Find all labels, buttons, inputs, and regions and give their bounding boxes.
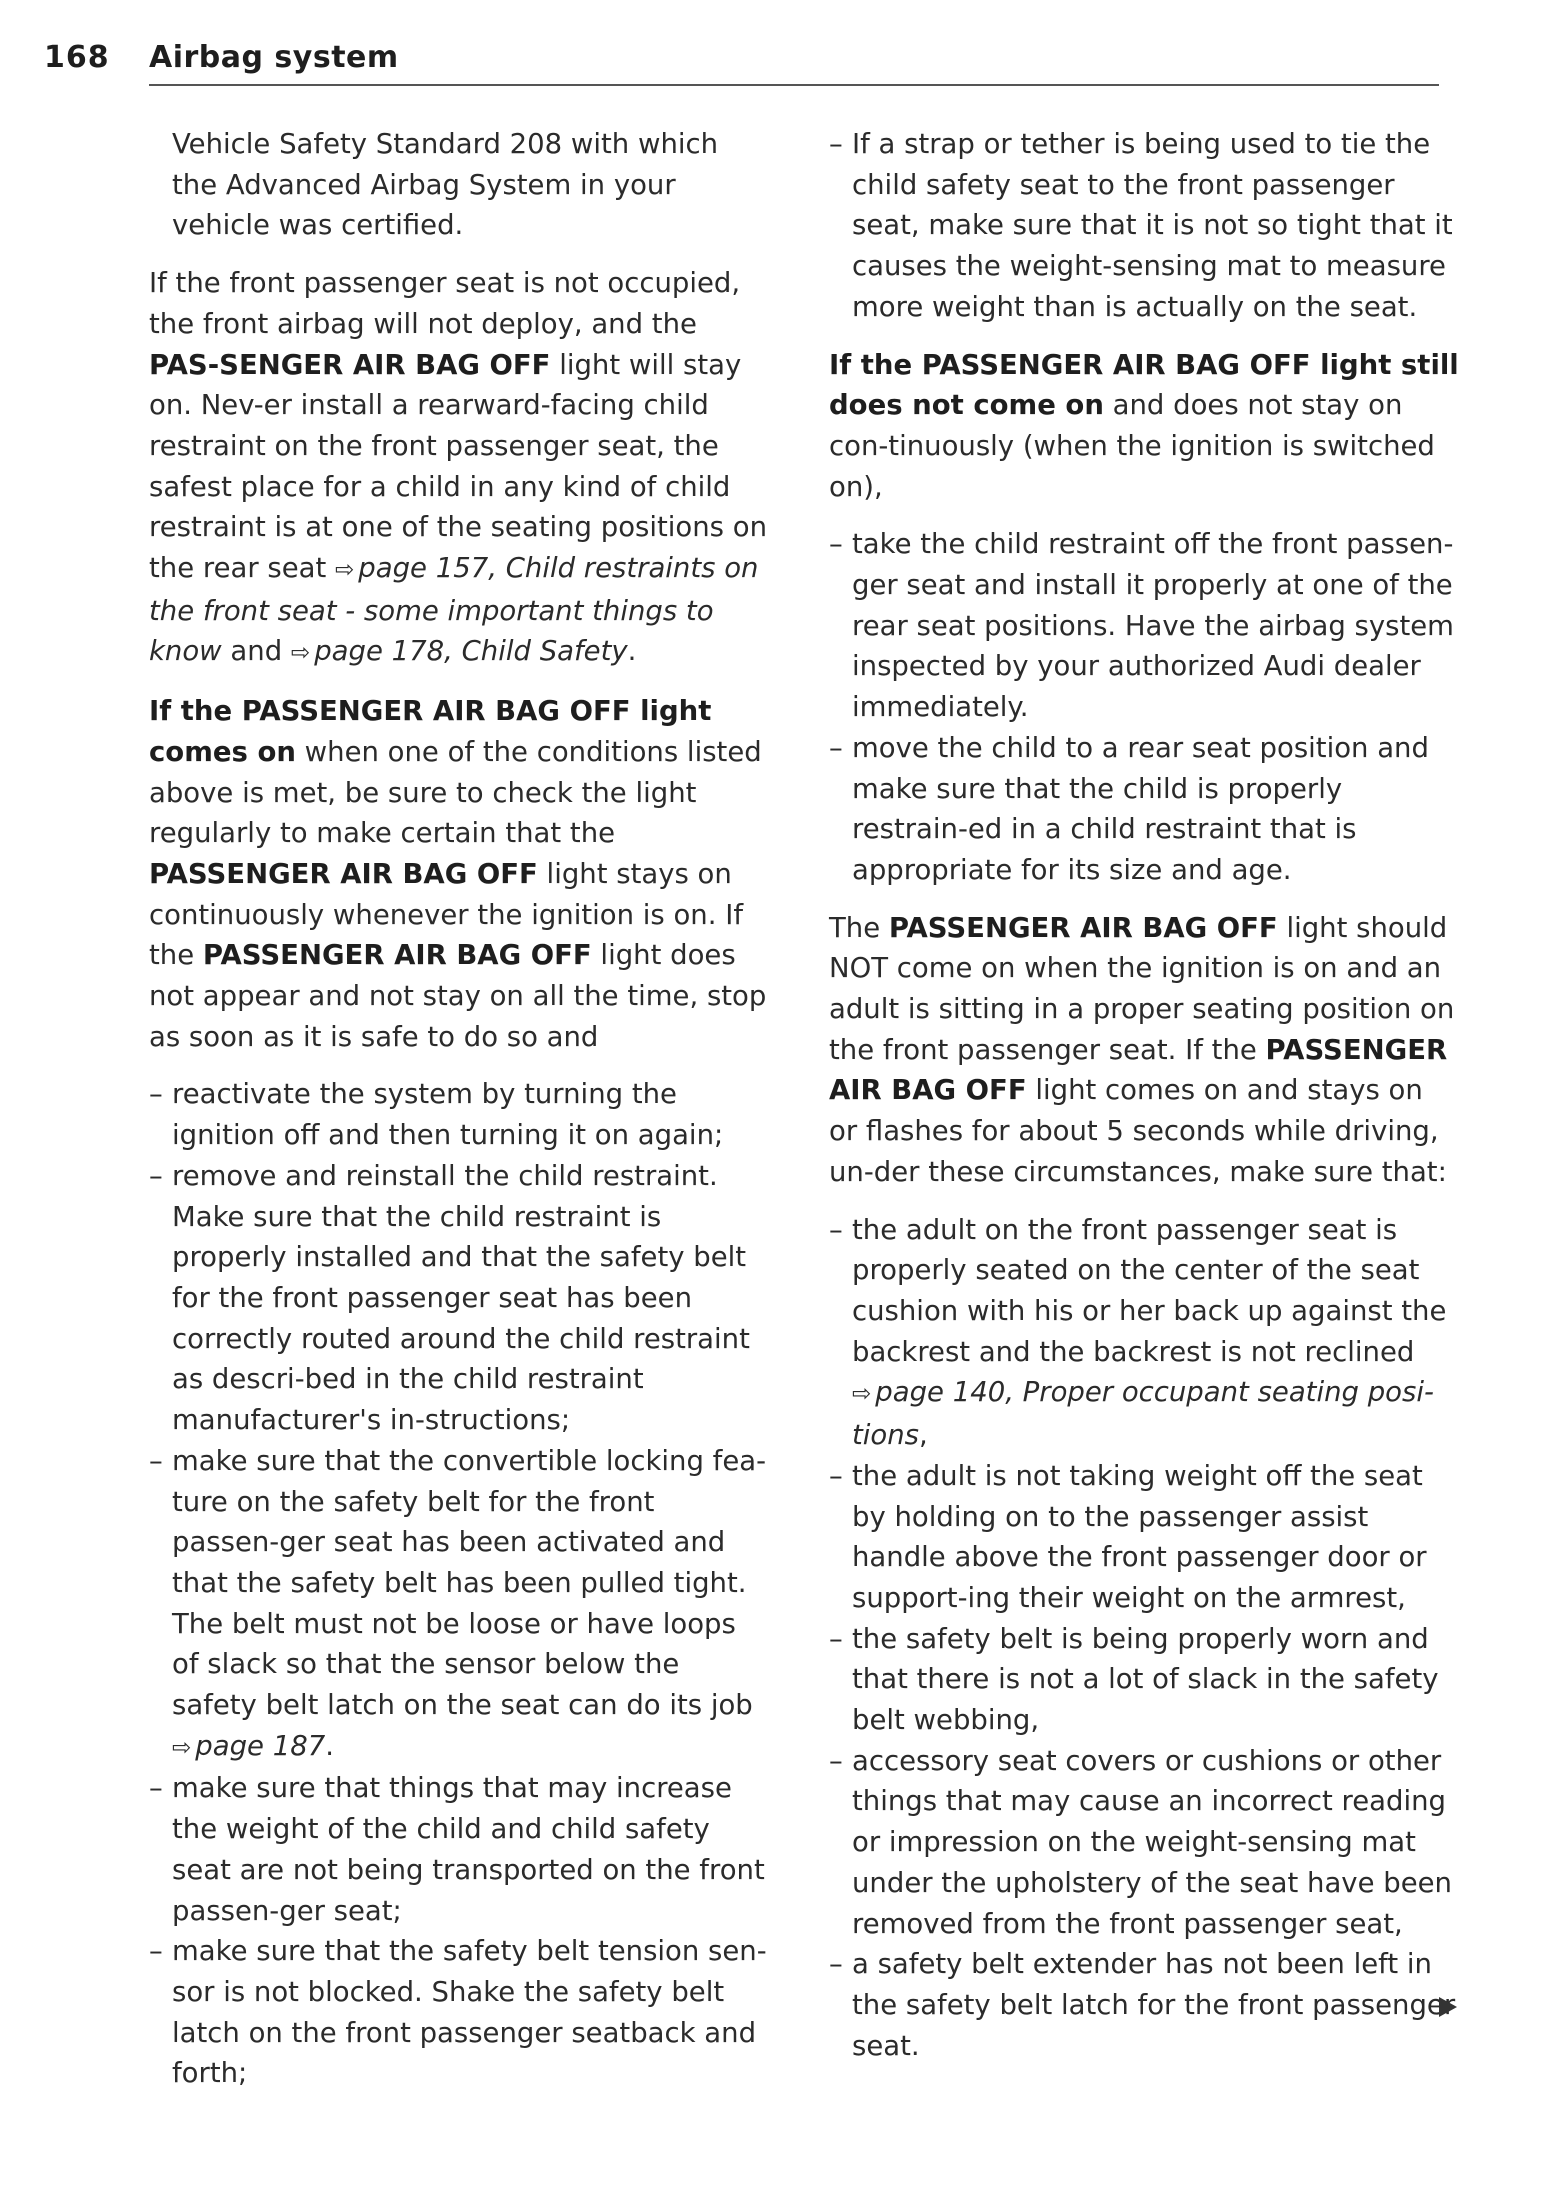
action-list — [829, 524, 1459, 890]
header-rule — [149, 84, 1439, 86]
list-item: – reactivate the system by turning the ignition off and then turning it on again; — [149, 1074, 769, 1155]
section-title: Airbag system — [149, 40, 399, 75]
paragraph-light-comes-on: If the PASSENGER AIR BAG OFF light comes on when one of the conditions listed above is met, be sure to check the light regularly to make certain that the PASSENGER AIR BAG OFF light stays on continuously whenever the ignition is on. If the PASSENGER AIR BAG OFF light does not appear and not stay on all the time, stop as soon as it is safe to do so and — [149, 695, 767, 1053]
list-item: – remove and reinstall the child restraint. Make sure that the child restraint is properly installed and that the safety belt for the front passenger seat has been correctly routed around the child restraint as descri-bed in the child restraint manufacturer's in-structions; — [149, 1156, 769, 1441]
page-number: 168 — [44, 40, 110, 75]
list-item: – If a strap or tether is being used to tie the child safety seat to the front passenger seat, make sure that it is not so tight that it causes the weight-sensing mat to measure more weight than is actually on the seat. — [829, 124, 1459, 328]
page-header — [44, 40, 1439, 86]
list-item: – accessory seat covers or cushions or other things that may cause an incorrect reading or impression on the weight-sensing mat under the upholstery of the seat have been removed from the front passenger seat, — [829, 1741, 1459, 1945]
paragraph-light-still-off: If the PASSENGER AIR BAG OFF light still does not come on and does not stay on con-tinuously (when the ignition is switched on), — [829, 348, 1459, 503]
paragraph-standard: Vehicle Safety Standard 208 with which the Advanced Airbag System in your vehicle was certified. — [172, 128, 719, 242]
cross-reference-link[interactable]: page 157, Child restraints on the front seat - some important things to know — [149, 552, 759, 668]
cross-reference-link[interactable]: page 178, Child Safety — [314, 635, 628, 668]
right-column — [829, 124, 1459, 2083]
arrow-link-icon: ⇨ — [290, 640, 311, 667]
list-item: – a safety belt extender has not been left in the safety belt latch for the front passenger seat. — [829, 1944, 1459, 2066]
action-list — [829, 124, 1459, 328]
list-item: – the adult on the front passenger seat is properly seated on the center of the seat cushion with his or her back up against the backrest and the backrest is not reclined ⇨ page 140, Proper occupant seating posi-tions, — [829, 1210, 1459, 1456]
list-item: – move the child to a rear seat position and make sure that the child is properly restrain-ed in a child restraint that is appropriate for its size and age. — [829, 728, 1459, 891]
cross-reference-link[interactable]: page 140, Proper occupant seating posi-tions — [852, 1376, 1434, 1452]
cross-reference-link[interactable]: page 187 — [195, 1729, 326, 1762]
list-item: – make sure that the safety belt tension sen-sor is not blocked. Shake the safety belt latch on the front passenger seatback and forth; — [149, 1931, 769, 2094]
action-list — [149, 1074, 769, 2094]
list-item: – take the child restraint off the front passen-ger seat and install it properly at one of the rear seat positions. Have the airbag system inspected by your authorized Audi dealer immediately. — [829, 524, 1459, 728]
arrow-link-icon: ⇨ — [335, 557, 355, 584]
continue-triangle-right-icon — [1439, 1997, 1457, 2017]
paragraph-adult-occupant: The PASSENGER AIR BAG OFF light should NOT come on when the ignition is on and an adult is sitting in a proper seating position on the front passenger seat. If the PASSENGER AIR BAG OFF light comes on and stays on or flashes for about 5 seconds while driving, un-der these circumstances, make sure that: — [829, 911, 1455, 1188]
list-item: – the safety belt is being properly worn and that there is not a lot of slack in the safety belt webbing, — [829, 1619, 1459, 1741]
list-item: – the adult is not taking weight off the seat by holding on to the passenger assist handle above the front passenger door or support-ing their weight on the armrest, — [829, 1456, 1459, 1619]
left-column — [149, 124, 769, 2111]
arrow-link-icon: ⇨ — [172, 1734, 192, 1761]
arrow-link-icon: ⇨ — [852, 1381, 872, 1408]
action-list — [829, 1210, 1459, 2067]
list-item: – make sure that things that may increase the weight of the child and child safety seat are not being transported on the front passen-ger seat; — [149, 1768, 769, 1931]
list-item: – make sure that the convertible locking fea-ture on the safety belt for the front passen-ger seat has been activated and that the safety belt has been pulled tight. The belt must not be loose or have loops of slack so that the sensor below the safety belt latch on the seat can do its job ⇨ page 187. — [149, 1441, 769, 1769]
paragraph-unoccupied-seat: If the front passenger seat is not occupied, the front airbag will not deploy, and the PAS-SENGER AIR BAG OFF light will stay on. Nev-er install a rearward-facing child restraint on the front passenger seat, the safest place for a child in any kind of child restraint is at one of the seating positions on the rear seat ⇨ page 157, Child restraints on the front seat - some important things to know and ⇨ page 178, Child Safety. — [149, 267, 767, 668]
